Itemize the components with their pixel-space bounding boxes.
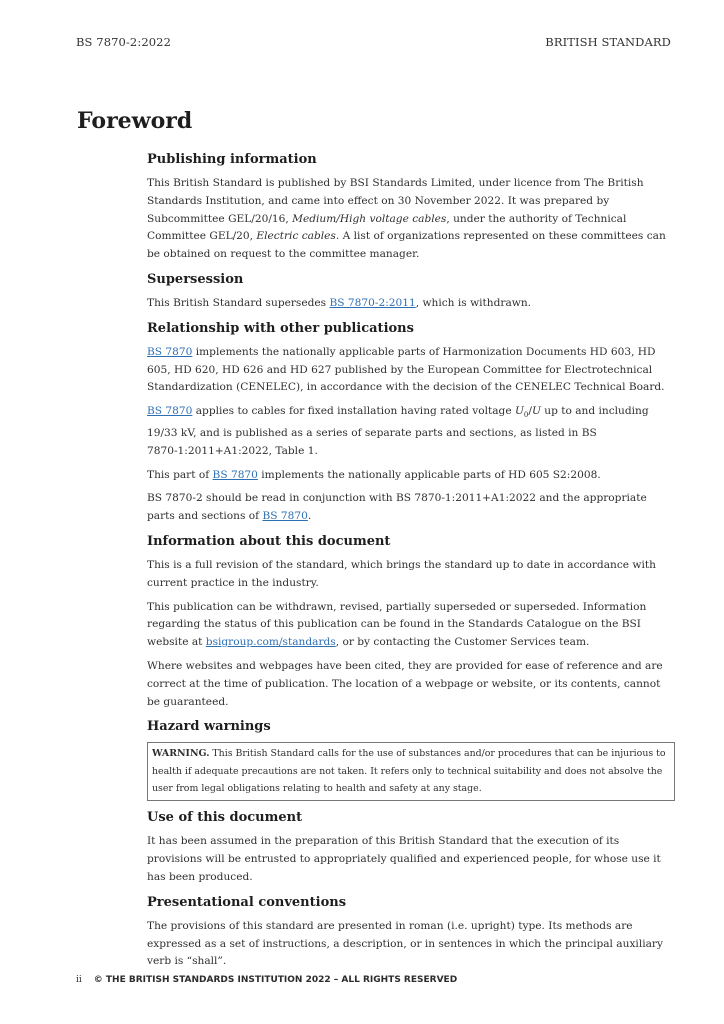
- text: .: [307, 510, 312, 523]
- header-standard-number: BS 7870‑2:2022: [76, 35, 171, 49]
- link-bs-7870-2-2011[interactable]: BS 7870‑2:2011: [329, 296, 416, 309]
- heading-use: Use of this document: [147, 810, 303, 826]
- text: /: [528, 405, 532, 418]
- text: This part of: [147, 468, 213, 481]
- text: , under the authority of Technical Committee GEL/20,: [147, 212, 627, 243]
- warning-label: WARNING.: [152, 748, 210, 760]
- foreword-content: [147, 150, 675, 977]
- relationship-paragraph-2: [147, 403, 675, 461]
- link-bsigroup-standards[interactable]: bsigroup.com/standards: [205, 636, 336, 649]
- text: BS 7870‑2 should be read in conjunction with BS 7870‑1:2011+A1:2022 and the appropriate parts and sections of: [147, 492, 647, 523]
- link-bs-7870[interactable]: BS 7870: [212, 468, 258, 481]
- relationship-paragraph-1: [147, 344, 675, 397]
- relationship-paragraph-3: [147, 467, 675, 485]
- section-relationship: [147, 319, 675, 526]
- text: implements the nationally applicable parts of HD 605 S2:2008.: [257, 468, 601, 481]
- section-conventions: [147, 893, 675, 971]
- relationship-paragraph-4: [147, 490, 675, 526]
- voltage-subscript: 0: [523, 411, 529, 420]
- page-number: ii: [76, 975, 82, 985]
- heading-relationship: Relationship with other publications: [147, 320, 414, 336]
- heading-supersession: Supersession: [147, 271, 244, 287]
- supersession-paragraph: [147, 295, 675, 313]
- text: This British Standard is published by BSI Standards Limited, under licence from The British Standards Institution, and came into effect on 30 November 2022. It was prepared by Subcommittee GEL/20/16,: [147, 177, 644, 225]
- heading-conventions: Presentational conventions: [147, 894, 347, 910]
- conventions-paragraph: The provisions of this standard are presented in roman (i.e. upright) type. Its methods are expressed as a set of instructions, a description, or in sentences in which the principal auxiliary verb is “shall”.: [147, 919, 663, 968]
- heading-information: Information about this document: [147, 534, 391, 550]
- section-use: [147, 808, 675, 886]
- section-publishing: [147, 150, 675, 264]
- italic-committee: Medium/High voltage cables: [292, 212, 447, 225]
- text: This publication can be withdrawn, revised, partially superseded or superseded. Information regarding the status of this publication can be found in the Standards Catalogue on the BSI website at: [147, 600, 647, 649]
- text: up to and including 19/33 kV, and is published as a series of separate parts and sections, as listed in BS 7870‑1:2011+A1:2022, Table 1.: [147, 405, 649, 457]
- section-hazard: [147, 717, 675, 801]
- warning-box: [147, 742, 675, 801]
- warning-text: This British Standard calls for the use of substances and/or procedures that can be injurious to health if adequate precautions are not taken. It refers only to technical suitability and does not absolve the user from legal obligations relating to health and safety at any stage.: [152, 748, 666, 795]
- text: , which is withdrawn.: [415, 296, 532, 309]
- voltage-symbol: U: [531, 405, 541, 418]
- heading-publishing: Publishing information: [147, 152, 317, 167]
- use-paragraph: It has been assumed in the preparation of this British Standard that the execution of its provisions will be entrusted to appropriately qualified and experienced people, for whose use it has been produced.: [147, 835, 661, 883]
- text: This British Standard supersedes: [147, 296, 330, 309]
- info-paragraph-2: [147, 599, 675, 652]
- italic-committee-2: Electric cables: [256, 230, 336, 243]
- heading-hazard: Hazard warnings: [147, 719, 271, 735]
- voltage-symbol: U: [514, 405, 524, 418]
- header-publisher: BRITISH STANDARD: [545, 35, 671, 49]
- text: implements the nationally applicable parts of Harmonization Documents HD 603, HD 605, HD 620, HD 626 and HD 627 published by the European Committee for Electrotechnical Standardization (CENELEC), in accordance with the decision of the CENELEC Technical Board.: [147, 345, 665, 394]
- section-supersession: [147, 270, 675, 313]
- page-footer: [76, 975, 457, 985]
- copyright-notice: © THE BRITISH STANDARDS INSTITUTION 2022 – ALL RIGHTS RESERVED: [93, 975, 458, 985]
- publishing-paragraph: [147, 175, 675, 264]
- text: . A list of organizations represented on these committees can be obtained on request to the committee manager.: [147, 230, 666, 261]
- text: applies to cables for fixed installation having rated voltage: [192, 405, 515, 418]
- text: , or by contacting the Customer Services team.: [335, 636, 590, 649]
- info-paragraph-1: This is a full revision of the standard, which brings the standard up to date in accordance with current practice in the industry.: [147, 559, 656, 589]
- link-bs-7870[interactable]: BS 7870: [147, 345, 193, 358]
- page-title: Foreword: [77, 108, 193, 134]
- link-bs-7870[interactable]: BS 7870: [147, 405, 193, 418]
- link-bs-7870[interactable]: BS 7870: [262, 510, 308, 523]
- section-information: [147, 532, 675, 711]
- info-paragraph-3: Where websites and webpages have been cited, they are provided for ease of reference and are correct at the time of publication. The location of a webpage or website, or its contents, cannot be guaranteed.: [147, 660, 663, 708]
